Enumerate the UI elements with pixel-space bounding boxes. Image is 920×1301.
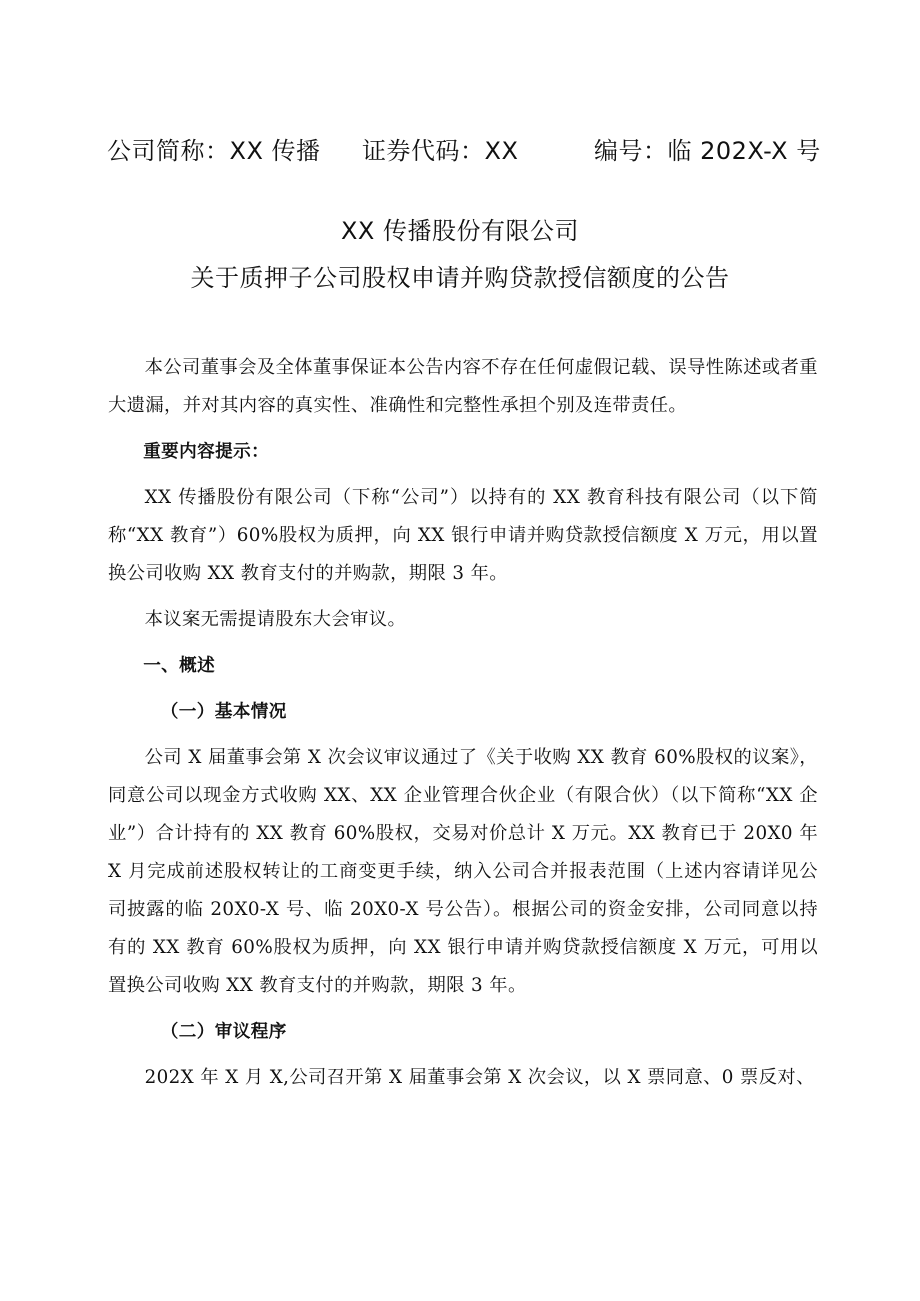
announcement-body: [108, 349, 818, 1105]
company-abbreviation: 公司简称：XX 传播: [107, 137, 321, 165]
no-approval-paragraph: 本议案无需提请股东大会审议。: [144, 609, 407, 630]
key-tips-label: 重要内容提示：: [143, 442, 270, 462]
basic-info-heading: （一）基本情况: [160, 702, 287, 722]
key-tips-paragraph: XX 传播股份有限公司（下称“公司”）以持有的 XX 教育科技有限公司（以下简称“XX 教育”）60%股权为质押，向 XX 银行申请并购贷款授信额度 X 万元，用以置换公司收购 XX 教育支付的并购款，期限 3 年。: [108, 487, 818, 584]
review-procedure-paragraph: 202X 年 X 月 X,公司召开第 X 届董事会第 X 次会议，以 X 票同意、0 票反对、: [144, 1067, 815, 1088]
announcement-header: [0, 131, 920, 171]
security-code: 证券代码：XX: [362, 137, 519, 165]
company-name-title: XX 传播股份有限公司: [340, 217, 579, 245]
review-procedure-heading: （二）审议程序: [160, 1022, 287, 1042]
announcement-title: 关于质押子公司股权申请并购贷款授信额度的公告: [190, 264, 730, 292]
announcement-number: 编号：临 202X-X 号: [594, 137, 821, 165]
disclaimer-paragraph: 本公司董事会及全体董事保证本公告内容不存在任何虚假记载、误导性陈述或者重大遗漏，并对其内容的真实性、准确性和完整性承担个别及连带责任。: [108, 357, 818, 416]
basic-info-paragraph: 公司 X 届董事会第 X 次会议审议通过了《关于收购 XX 教育 60%股权的议案》，同意公司以现金方式收购 XX、XX 企业管理合伙企业（有限合伙）（以下简称“XX 企业”）合计持有的 XX 教育 60%股权，交易对价总计 X 万元。XX 教育已于 20X0 年 X 月完成前述股权转让的工商变更手续，纳入公司合并报表范围（上述内容请详见公司披露的临 20X0-X 号、临 20X0-X 号公告）。根据公司的资金安排，公司同意以持有的 XX 教育 60%股权为质押，向 XX 银行申请并购贷款授信额度 X 万元，可用以置换公司收购 XX 教育支付的并购款，期限 3 年。: [108, 747, 818, 996]
section-overview-heading: 一、概述: [143, 656, 216, 676]
